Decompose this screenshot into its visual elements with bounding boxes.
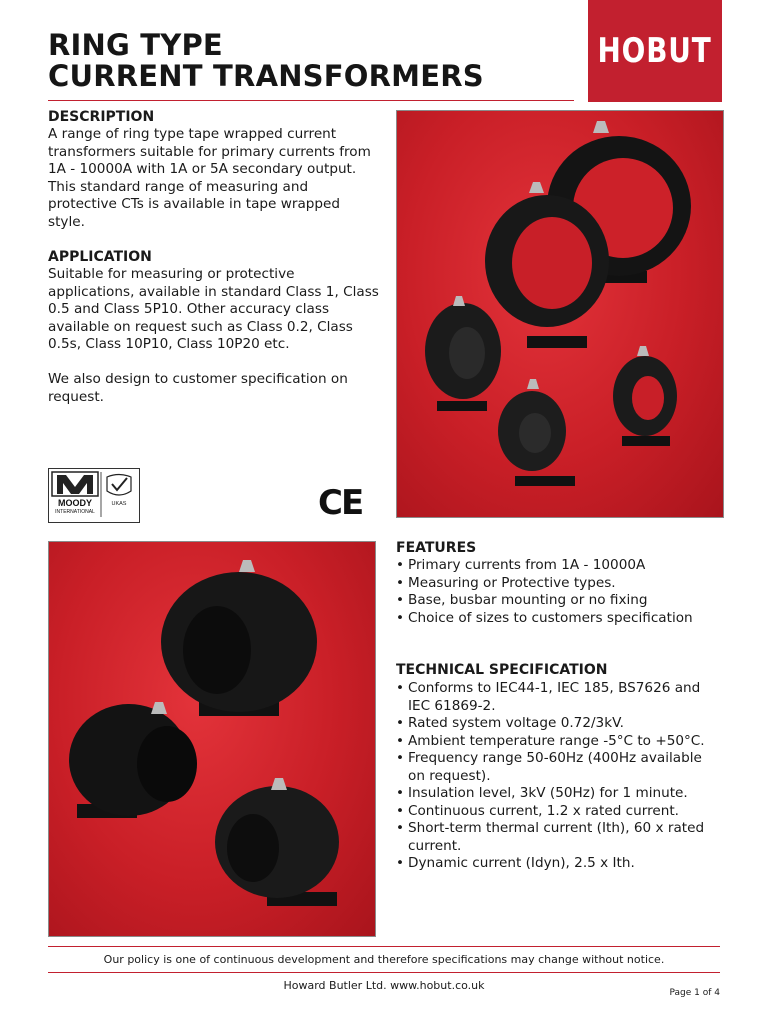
tech-spec-heading: TECHNICAL SPECIFICATION: [396, 662, 608, 678]
application-heading: APPLICATION: [48, 249, 152, 265]
application-text: Suitable for measuring or protective applications, available in standard Class 1, Class 0.5 and Class 5P10. Other accuracy class available on request such as Class 0.2, Class 0.5s, Class 10P10, Class 10P20 etc.: [48, 266, 379, 352]
moody-sub-label: INTERNATIONAL: [55, 509, 95, 515]
page-title: [48, 30, 484, 92]
tech-spec-item: • Frequency range 50-60Hz (400Hz available on request).: [396, 750, 722, 785]
features-item: • Base, busbar mounting or no fixing: [396, 592, 722, 610]
wound-transformer-top: [161, 560, 317, 716]
product-photo-ring-transformers: [396, 110, 724, 518]
ring-transformer-small-right: [613, 346, 677, 446]
footer-divider-top: [48, 946, 720, 947]
tech-spec-item: • Short-term thermal current (Ith), 60 x rated current.: [396, 820, 722, 855]
tech-spec-item: • Rated system voltage 0.72/3kV.: [396, 715, 722, 733]
tech-spec-item: • Dynamic current (Idyn), 2.5 x Ith.: [396, 855, 722, 873]
tech-spec-item: • Continuous current, 1.2 x rated current.: [396, 803, 722, 821]
footer-address: Howard Butler Ltd. www.hobut.co.uk: [283, 979, 485, 992]
brand-name: HOBUT: [597, 31, 713, 71]
moody-label: MOODY: [57, 498, 92, 508]
tech-spec-list: [396, 680, 722, 873]
features-heading: FEATURES: [396, 540, 477, 556]
brand-logo: [588, 0, 722, 102]
application-text-2: We also design to customer specification on request.: [48, 371, 348, 405]
features-list: [396, 557, 722, 627]
title-line-1: RING TYPE: [48, 28, 223, 62]
wound-transformer-left: [69, 702, 197, 818]
description-text: A range of ring type tape wrapped current transformers suitable for primary currents from 1A - 10000A with 1A or 5A secondary output. This standard range of measuring and protective CTs is available in tape wrapped style.: [48, 126, 371, 230]
moody-ukas-logo: [48, 468, 140, 523]
ring-transformer-small-center: [498, 379, 575, 486]
wound-transformers-illustration: [49, 542, 375, 936]
ring-transformers-illustration: [397, 111, 723, 517]
tech-spec-item: • Insulation level, 3kV (50Hz) for 1 minute.: [396, 785, 722, 803]
ce-mark: CE: [318, 483, 363, 523]
footer-policy-note: Our policy is one of continuous development and therefore specifications may change without notice.: [103, 953, 665, 966]
product-photo-wound-transformers: [48, 541, 376, 937]
ring-transformer-small-left: [425, 296, 501, 411]
description-heading: DESCRIPTION: [48, 109, 155, 125]
page-number: Page 1 of 4: [669, 988, 720, 998]
title-line-2: CURRENT TRANSFORMERS: [48, 59, 484, 93]
features-item: • Measuring or Protective types.: [396, 575, 722, 593]
features-item: • Choice of sizes to customers specification: [396, 610, 722, 628]
tech-spec-item: • Conforms to IEC44-1, IEC 185, BS7626 and IEC 61869-2.: [396, 680, 722, 715]
wound-transformer-bottom: [215, 778, 339, 906]
ukas-label: UKAS: [111, 501, 127, 507]
footer-divider-bottom: [48, 972, 720, 973]
features-item: • Primary currents from 1A - 10000A: [396, 557, 722, 575]
title-divider: [48, 100, 574, 101]
tech-spec-item: • Ambient temperature range -5°C to +50°C.: [396, 733, 722, 751]
